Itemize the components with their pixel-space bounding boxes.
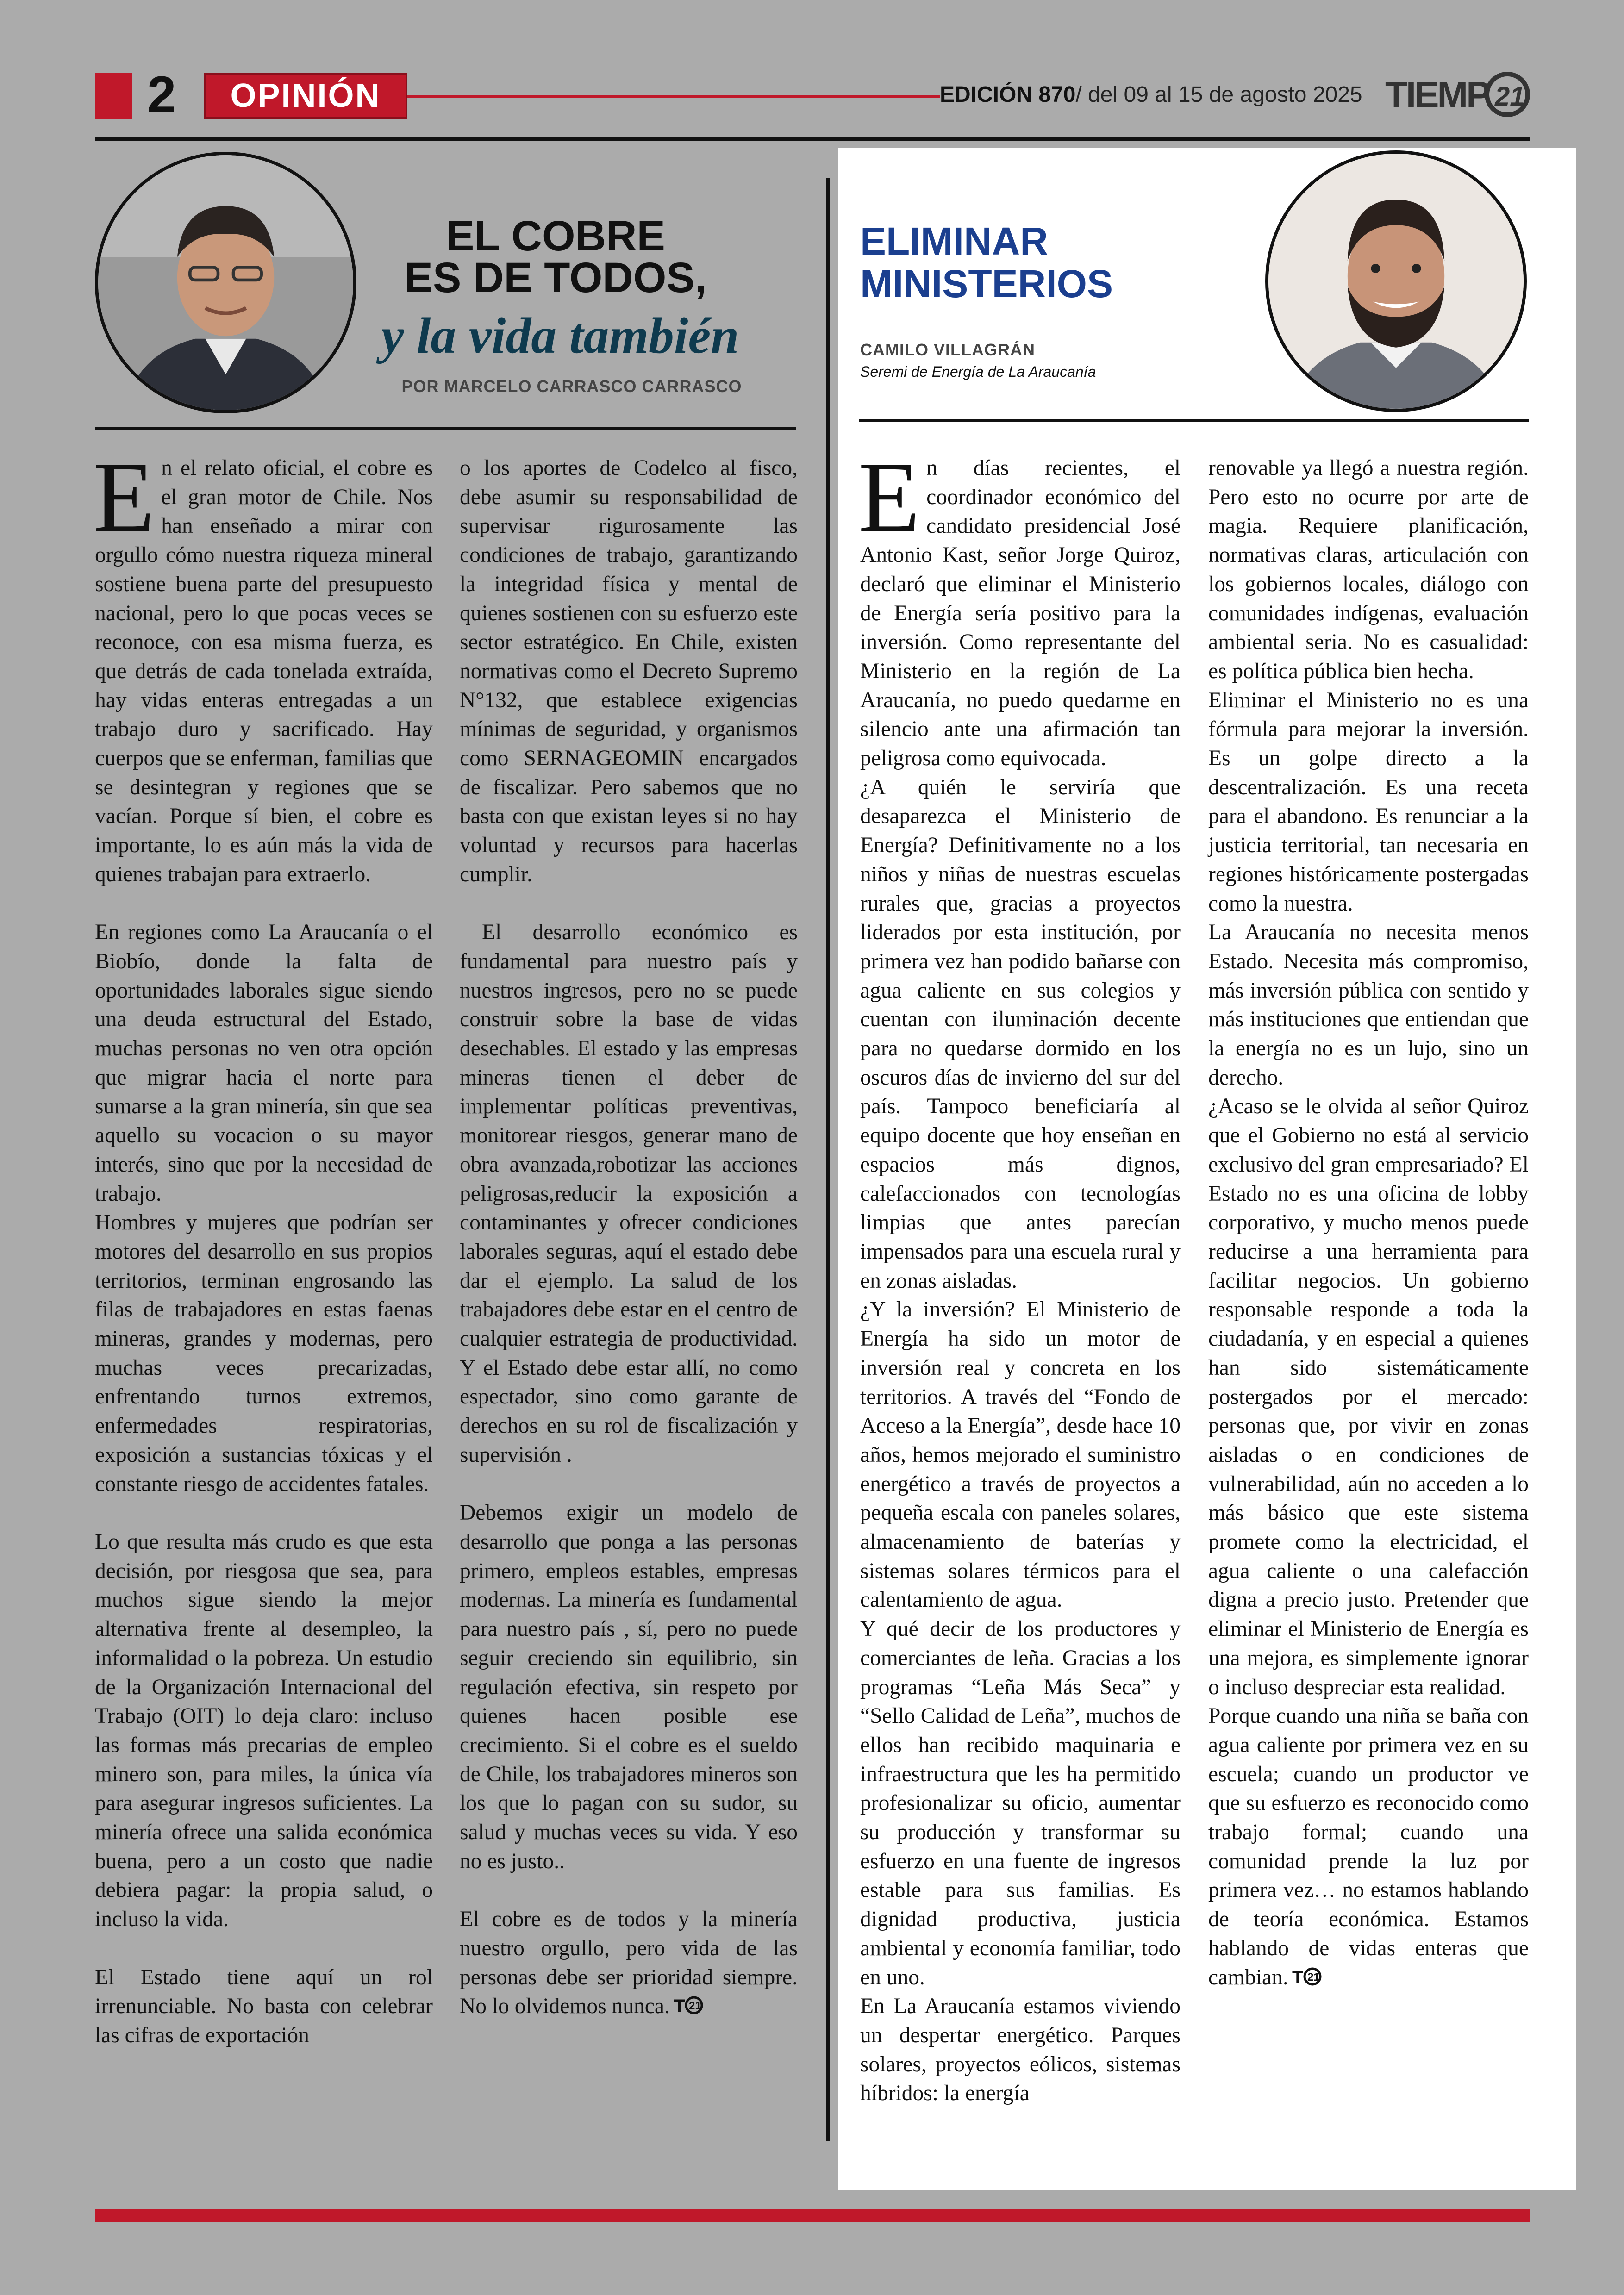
drop-cap: E [93,442,155,553]
article-paragraph: ¿A quién le serviría que desaparezca el Ministerio de Energía? Definitivamente no a los niños y niñas de nuestras escuelas rurales que, gracias a proyectos liderados por esta institución, por primera vez han podido bañarse con agua caliente en sus colegios y cuentan con iluminación decente para no quedarse dormido en los oscuros días de invierno del sur del país. Tampoco beneficiaría al equipo docente que hoy enseñan en espacios más dignos, calefaccionados con tecnologías limpias que antes parecían impensados para una escuela rural y en zonas aisladas. [860,775,1181,1293]
footer-red-bar [95,2209,1530,2222]
article-paragraph: En el relato oficial, el cobre es el gran motor de Chile. Nos han enseñado a mirar con orgullo cómo nuestra riqueza mineral sostiene buena parte del presupuesto nacional, pero lo que pocas veces se reconoce, con esa misma fuerza, es que detrás de cada tonelada extraída, hay vidas enteras entregadas a un trabajo duro y sacrificado. Hay cuerpos que se enferman, familias que se desintegran y regiones que se vacían. Porque sí bien, el cobre es importante, lo es aún más la vida de quienes trabajan para extraerlo. [93,442,433,886]
right-head-rule [859,419,1529,422]
article-paragraph: renovable ya llegó a nuestra región. Pero esto no ocurre por arte de magia. Requiere planificación, normativas claras, articulación con los gobiernos locales, diálogo con comunidades indígenas, evaluación ambiental seria. No es casualidad: es política pública bien hecha. [1208,456,1529,683]
left-article-column-1 [93,442,433,2050]
right-headline-line1: ELIMINAR [860,219,1048,263]
article-paragraph: Eliminar el Ministerio no es una fórmula para mejorar la inversión. Es un golpe directo a la descentralización. Es una receta para el abandono. Es renunciar a la justicia territorial, tan necesaria en regiones históricamente postergadas como la nuestra. [1208,688,1529,916]
svg-text:T: T [673,1996,685,2016]
article-paragraph: o los aportes de Codelco al fisco, debe asumir su responsabilidad de supervisar rigurosamente las condiciones de trabajo, garantizando la integridad física y mental de quienes sostienen con su esfuerzo este sector estratégico. En Chile, existen normativas como el Decreto Supremo N°132, que establece exigencias mínimas de seguridad, y organismos como SERNAGEOMIN encargados de fiscalizar. Pero sabemos que no basta con que existan leyes si no hay voluntad y recursos para hacerlas cumplir. [460,456,798,886]
right-article-column-1 [858,442,1181,2108]
svg-text:TIEMP: TIEMP [1385,74,1489,115]
article-paragraph: En La Araucanía estamos viviendo un despertar energético. Parques solares, proyectos eólicos, sistemas híbridos: la energía [860,1994,1181,2106]
left-byline: POR MARCELO CARRASCO CARRASCO [401,377,742,396]
column-divider [826,178,830,2141]
left-headline [347,212,764,301]
edition-number: EDICIÓN 870 [940,82,1076,107]
right-author-role: Seremi de Energía de La Araucanía [860,363,1096,380]
date-range: / del 09 al 15 de agosto 2025 [1075,82,1362,107]
left-head-rule [95,427,796,430]
article-paragraph: ¿Y la inversión? El Ministerio de Energía ha sido un motor de inversión real y concreta en los territorios. A través del “Fondo de Acceso a la Energía”, desde hace 10 años, hemos mejorado el suministro energético a través de proyectos a pequeña escala con paneles solares, almacenamiento de baterías y sistemas solares térmicos para el calentamiento de agua. [860,1297,1181,1612]
left-headline-line2: ES DE TODOS, [404,254,707,301]
article-paragraph: El cobre es de todos y la minería nuestro orgullo, pero vida de las personas debe ser prioridad siempre. No lo olvidemos nunca. T 21 [460,1907,798,2019]
author-photo-left [95,152,356,413]
article-paragraph: Lo que resulta más crudo es que esta decisión, por riesgosa que sea, para muchos sigue siendo la mejor alternativa frente al desempleo, la informalidad o la pobreza. Un estudio de la Organización Internacional del Trabajo (OIT) lo deja claro: incluso las formas más precarias de empleo minero son, para miles, la única vía para asegurar ingresos suficientes. La minería ofrece una salida económica buena, pero a un costo que nadie debiera pagar: la propia salud, o incluso la vida. [95,1529,433,1932]
drop-cap: E [858,442,920,553]
right-headline-line2: MINISTERIOS [860,262,1113,306]
svg-text:21: 21 [1307,1971,1320,1983]
left-article-column-2 [460,454,798,2021]
article-paragraph: Y qué decir de los productores y comerciantes de leña. Gracias a los programas “Leña Más Seca” y “Sello Calidad de Leña”, muchos de ellos han recibido maquinaria e infraestructura que les ha permitido profesionalizar su oficio, aumentar su producción y transformar su esfuerzo en una fuente de ingresos estable para sus familias. Es dignidad productiva, justicia ambiental y economía familiar, todo en uno. [860,1617,1181,1989]
article-paragraph: El Estado tiene aquí un rol irrenunciable. No basta con celebrar las cifras de exportación [95,1965,433,2047]
article-paragraph: El desarrollo económico es fundamental para nuestro país y nuestros ingresos, pero no se puede construir sobre la base de vidas desechables. El estado y las empresas mineras tienen el deber de implementar políticas preventivas, monitorear riesgos, generar mano de obra avanzada,robotizar las acciones peligrosas,reducir la exposición a contaminantes y ofrecer condiciones laborales seguras, aquí el estado debe dar el ejemplo. La salud de los trabajadores debe estar en el centro de cualquier estrategia de productividad. Y el Estado debe estar allí, no como espectador, sino como garante de derechos en su rol de fiscalización y supervisión . [460,920,798,1467]
tiempo21-end-mark-icon [674,1995,703,2016]
article-paragraph: La Araucanía no necesita menos Estado. Necesita más compromiso, más inversión pública con sentido y más instituciones que entiendan que la energía no es un lujo, sino un derecho. [1208,920,1529,1090]
article-paragraph: En días recientes, el coordinador económico del candidato presidencial José Antonio Kast, señor Jorge Quiroz, declaró que eliminar el Ministerio de Energía sería positivo para la inversión. Como representante del Ministerio en la región de La Araucanía, no puedo quedarme en silencio ante una afirmación tan peligrosa como equivocada. [858,442,1181,771]
left-headline-italic: y la vida también [381,307,739,364]
right-author-name: CAMILO VILLAGRÁN [860,340,1035,359]
header-red-block [95,73,132,119]
logo-mark: 21 [1495,81,1525,112]
svg-text:21: 21 [688,2000,701,2013]
article-paragraph: Debemos exigir un modelo de desarrollo que ponga a las personas primero, empleos estables, empresas modernas. La minería es fundamental para nuestro país , sí, pero no puede seguir creciendo sin equilibrio, sin regulación efectiva, sin respeto por quienes hacen posible ese crecimiento. Si el cobre es el sueldo de Chile, los trabajadores mineros son los que lo pagan con su sudor, su salud y muchas veces su vida. Y eso no es justo.. [460,1501,798,1873]
right-headline [860,220,1113,305]
header-red-line [407,95,940,98]
author-photo-right [1265,150,1527,412]
header-rule [95,137,1530,141]
section-tag: OPINIÓN [204,73,407,119]
page-number: 2 [147,66,176,124]
portrait-icon [98,155,353,410]
right-article-column-2 [1208,454,1529,1992]
tiempo21-logo [1383,70,1531,117]
article-paragraph: Porque cuando una niña se baña con agua caliente por primera vez en su escuela; cuando un productor ve que su esfuerzo es reconocido como trabajo formal; cuando una comunidad prende la luz por primera vez… no estamos hablando de teoría económica. Estamos hablando de vidas enteras que cambian. T 21 [1208,1704,1529,1989]
tiempo21-end-mark-icon [1292,1966,1322,1987]
article-paragraph: Hombres y mujeres que podrían ser motores del desarrollo en sus propios territorios, terminan engrosando las filas de trabajadores en estas faenas mineras, grandes y modernas, pero muchas veces precarizadas, enfrentando turnos extremos, enfermedades respiratorias, exposición a sustancias tóxicas y el constante riesgo de accidentes fatales. [95,1210,433,1496]
edition-date [940,76,1362,113]
left-headline-line1: EL COBRE [446,212,665,260]
portrait-icon [1268,154,1524,409]
article-paragraph: ¿Acaso se le olvida al señor Quiroz que el Gobierno no está al servicio exclusivo del gran empresariado? El Estado no es una oficina de lobby corporativo, y mucho menos puede reducirse a una herramienta para facilitar negocios. Un gobierno responsable responde a toda la ciudadanía, y en especial a quienes han sido sistemáticamente postergados por el mercado: personas que, por vivir en zonas aisladas o en condiciones de vulnerabilidad, aún no acceden a lo más básico que este sistema promete como la electricidad, el agua caliente o una calefacción digna a precio justo. Pretender que eliminar el Ministerio de Energía es una mejora, es simplemente ignorar o incluso despreciar esta realidad. [1208,1094,1529,1699]
svg-text:T: T [1292,1967,1304,1987]
article-paragraph: En regiones como La Araucanía o el Biobío, donde la falta de oportunidades laborales sigue siendo una deuda estructural del Estado, muchas personas no ven otra opción que migrar hacia el norte para sumarse a la gran minería, sin que sea aquello su vocacion o su mayor interés, sino que por la necesidad de trabajo. [95,920,433,1206]
